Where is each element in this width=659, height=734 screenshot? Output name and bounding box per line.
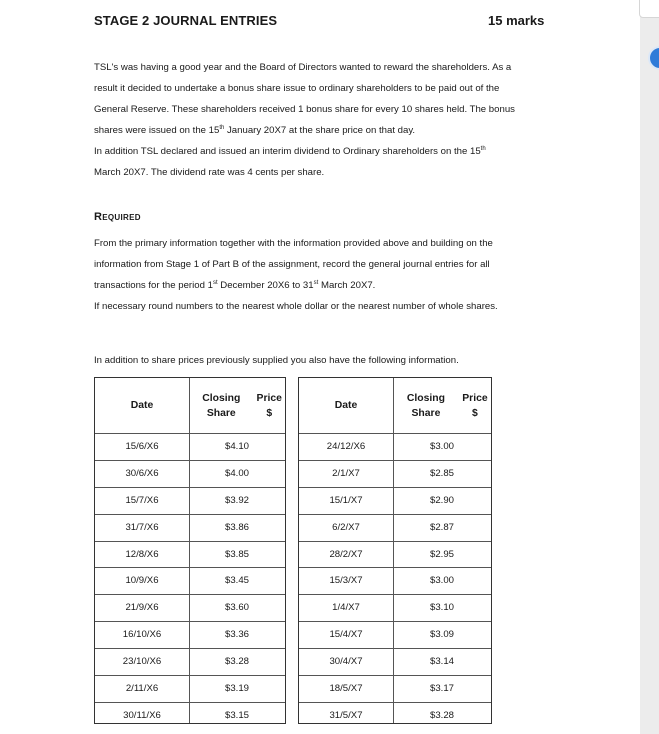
header-closing-price: Closing Share Price $ <box>406 392 488 419</box>
cell-date: 15/6/X6 <box>125 440 159 452</box>
cell-price: $3.28 <box>224 656 249 668</box>
text-line: March 20X7. The dividend rate was 4 cents per share. <box>94 167 325 178</box>
text-line: TSL's was having a good year and the Board of Directors wanted to reward the shareholders. As a <box>94 62 512 73</box>
cell-date: 16/10/X6 <box>122 629 162 641</box>
table-row <box>299 648 491 676</box>
text-line: shares were issued on the 15th January 20X7 at the share price on that day. <box>94 124 416 136</box>
table-intro: In addition to share prices previously supplied you also have the following information. <box>94 355 459 366</box>
cell-date: 21/9/X6 <box>125 602 159 614</box>
cell-date: 15/3/X7 <box>329 575 363 587</box>
text-line: From the primary information together with the information provided above and building on the <box>94 238 493 249</box>
cell-price: $3.86 <box>224 521 249 533</box>
table-row <box>95 594 285 622</box>
text-line: If necessary round numbers to the nearest whole dollar or the nearest number of whole shares. <box>94 301 498 312</box>
cell-date: 6/2/X7 <box>332 521 360 533</box>
cell-date: 30/11/X6 <box>123 709 161 721</box>
table-row <box>95 568 285 596</box>
table-row <box>95 675 285 703</box>
marks-label: 15 marks <box>488 13 545 28</box>
cell-date: 28/2/X7 <box>329 548 363 560</box>
cell-date: 12/8/X6 <box>125 548 159 560</box>
cell-price: $3.45 <box>224 575 249 587</box>
column-divider <box>393 378 394 723</box>
table-row <box>299 460 491 488</box>
cell-date: 15/4/X7 <box>329 629 363 641</box>
table-row <box>95 433 285 461</box>
cell-price: $3.85 <box>224 548 249 560</box>
text-line: In addition TSL declared and issued an interim dividend to Ordinary shareholders on the 15th <box>94 145 486 157</box>
cell-price: $4.00 <box>224 467 249 479</box>
cell-price: $3.19 <box>224 683 249 695</box>
table-row <box>95 460 285 488</box>
cell-date: 31/5/X7 <box>329 709 363 721</box>
cell-price: $3.14 <box>429 656 454 668</box>
table-header-row <box>299 378 491 434</box>
cell-date: 1/4/X7 <box>332 602 360 614</box>
table-row <box>299 541 491 569</box>
cell-price: $3.36 <box>224 629 249 641</box>
table-row <box>95 648 285 676</box>
cell-price: $2.90 <box>429 494 454 506</box>
table-row <box>95 514 285 542</box>
table-row <box>299 514 491 542</box>
table-row <box>299 594 491 622</box>
text-line: information from Stage 1 of Part B of the assignment, record the general journal entries for all <box>94 259 490 270</box>
table-row <box>95 621 285 649</box>
cell-price: $2.87 <box>429 521 454 533</box>
scroll-tab[interactable] <box>639 0 659 18</box>
table-row <box>299 621 491 649</box>
cell-date: 24/12/X6 <box>326 440 366 452</box>
scenario-paragraph <box>94 57 574 183</box>
table-row <box>299 675 491 703</box>
cell-date: 10/9/X6 <box>125 575 159 587</box>
page-title: STAGE 2 JOURNAL ENTRIES <box>94 13 278 28</box>
text-line: General Reserve. These shareholders received 1 bonus share for every 10 shares held. The bonus <box>94 104 515 115</box>
cell-price: $2.85 <box>429 467 454 479</box>
cell-date: 15/1/X7 <box>329 494 363 506</box>
header-date: Date <box>334 400 358 411</box>
table-row <box>299 487 491 515</box>
cell-price: $3.10 <box>429 602 454 614</box>
cell-date: 30/4/X7 <box>329 656 363 668</box>
header-date: Date <box>130 400 154 411</box>
cell-date: 2/1/X7 <box>332 467 360 479</box>
table-header-row <box>95 378 285 434</box>
table-row <box>95 487 285 515</box>
required-heading: Required <box>94 211 141 223</box>
table-row <box>95 702 285 729</box>
table-row <box>299 433 491 461</box>
cell-price: $3.00 <box>429 575 454 587</box>
header-closing-price: Closing Share Price $ <box>202 392 282 419</box>
table-row <box>299 702 491 729</box>
cell-date: 15/7/X6 <box>125 494 159 506</box>
cell-price: $3.15 <box>224 709 249 721</box>
share-price-table-right <box>298 377 492 724</box>
cell-price: $3.00 <box>429 440 454 452</box>
cell-date: 2/11/X6 <box>125 683 159 695</box>
text-line: result it decided to undertake a bonus share issue to ordinary shareholders to be paid out of the <box>94 83 500 94</box>
share-price-table-left <box>94 377 286 724</box>
cell-date: 31/7/X6 <box>125 521 159 533</box>
cell-price: $3.17 <box>429 683 454 695</box>
cell-date: 23/10/X6 <box>122 656 162 668</box>
viewer-gutter <box>640 0 659 734</box>
cell-date: 18/5/X7 <box>329 683 363 695</box>
column-divider <box>189 378 190 723</box>
cell-price: $2.95 <box>429 548 454 560</box>
text-line: transactions for the period 1st December 20X6 to 31st March 20X7. <box>94 279 376 291</box>
cell-price: $4.10 <box>224 440 249 452</box>
table-row <box>95 541 285 569</box>
cell-price: $3.92 <box>224 494 249 506</box>
required-paragraph <box>94 233 574 317</box>
cell-price: $3.28 <box>429 709 454 721</box>
cell-date: 30/6/X6 <box>125 467 159 479</box>
cell-price: $3.60 <box>224 602 249 614</box>
table-row <box>299 568 491 596</box>
cell-price: $3.09 <box>429 629 454 641</box>
